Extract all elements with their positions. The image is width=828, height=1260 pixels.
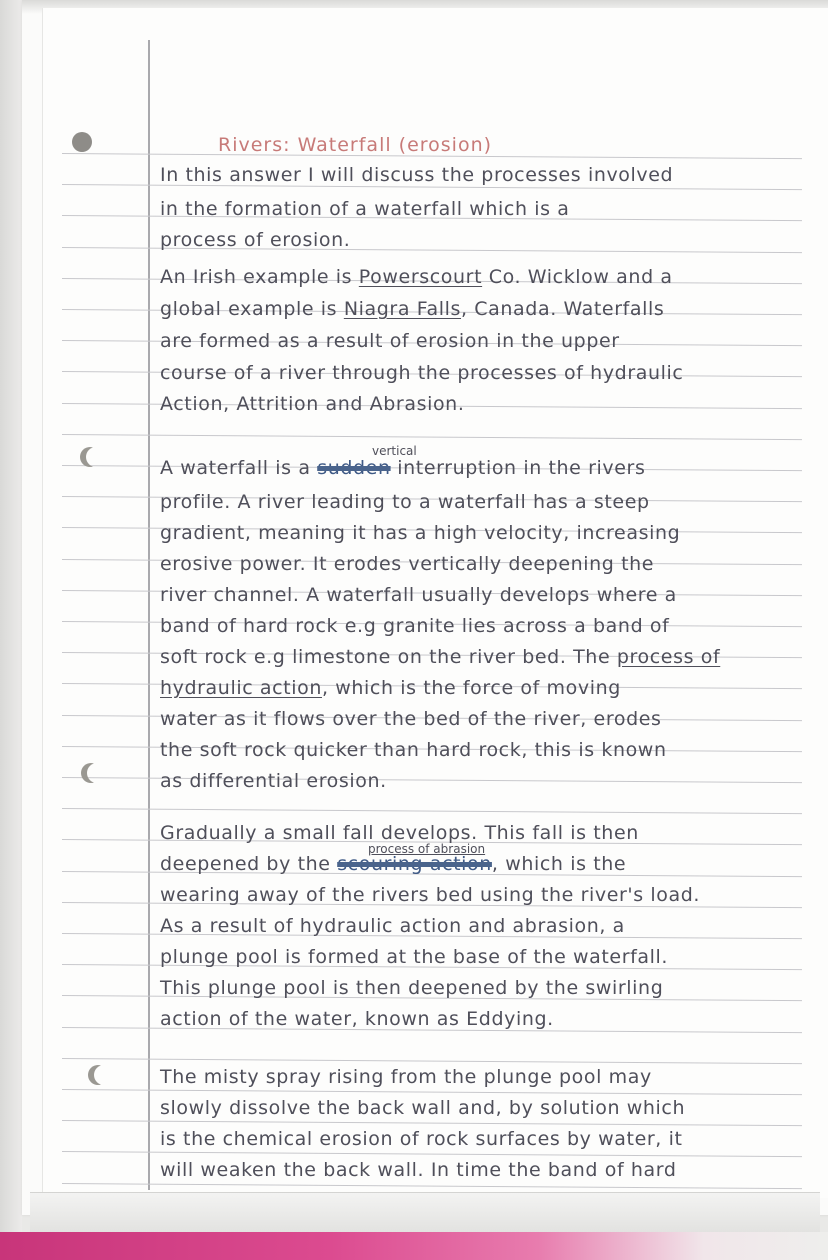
text-line: water as it flows over the bed of the river, erodes — [160, 708, 662, 730]
binder-hole-4 — [94, 1065, 114, 1085]
text-line: course of a river through the processes of hydraulic — [160, 362, 684, 384]
text-span: An Irish example is — [160, 266, 359, 288]
text-span: deepened by the — [160, 853, 338, 875]
text-span: global example is — [160, 298, 344, 320]
text-line: Action, Attrition and Abrasion. — [160, 393, 465, 415]
inserted-phrase: process of abrasion — [368, 842, 486, 856]
text-line: will weaken the back wall. In time the band of hard — [160, 1159, 677, 1181]
text-span: Co. Wicklow and a — [482, 266, 673, 288]
inserted-word: vertical — [372, 444, 417, 458]
binder-hole-2 — [86, 447, 106, 467]
margin-line — [148, 40, 150, 1190]
text-line: plunge pool is formed at the base of the waterfall. — [160, 946, 669, 968]
text-line — [160, 298, 664, 320]
text-line — [160, 646, 720, 668]
text-span: interruption in the rivers — [390, 457, 646, 479]
page-stack-edge — [30, 1192, 820, 1233]
text-line: the soft rock quicker than hard rock, this is known — [160, 739, 667, 761]
crossed-out-word: sudden — [317, 457, 391, 479]
text-span: A waterfall is a — [160, 457, 318, 479]
example-global-underlined: Niagra Falls — [343, 298, 462, 320]
text-line: is the chemical erosion of rock surfaces by water, it — [160, 1128, 683, 1150]
key-term-underlined: process of — [616, 646, 721, 668]
text-line: The misty spray rising from the plunge pool may — [160, 1066, 652, 1088]
text-line: erosive power. It erodes vertically deepening the — [160, 553, 655, 575]
text-line: in the formation of a waterfall which is a — [160, 198, 570, 220]
text-line: river channel. A waterfall usually develops where a — [160, 584, 677, 606]
text-line: Gradually a small fall develops. This fall is then — [160, 822, 639, 844]
text-span: soft rock e.g limestone on the river bed. The — [160, 646, 617, 668]
key-term-underlined: hydraulic action — [160, 677, 322, 699]
text-line: are formed as a result of erosion in the upper — [160, 330, 620, 352]
example-irish-underlined: Powerscourt — [358, 266, 483, 288]
text-line: As a result of hydraulic action and abrasion, a — [160, 915, 625, 937]
crossed-out-phrase: scouring action — [337, 853, 492, 875]
text-line: as differential erosion. — [160, 770, 387, 792]
text-line: band of hard rock e.g granite lies across a band of — [160, 615, 670, 637]
page-title: Rivers: Waterfall (erosion) — [218, 134, 493, 156]
binder-edge — [0, 0, 22, 1260]
text-line: slowly dissolve the back wall and, by solution which — [160, 1097, 686, 1119]
text-line: gradient, meaning it has a high velocity, increasing — [160, 522, 681, 544]
text-line: This plunge pool is then deepened by the swirling — [160, 977, 664, 999]
binder-hole-1 — [72, 132, 92, 152]
text-line — [160, 677, 621, 699]
text-line: action of the water, known as Eddying. — [160, 1008, 554, 1030]
text-line — [160, 266, 673, 288]
text-span: , which is the — [491, 853, 627, 875]
text-line: process of erosion. — [160, 229, 351, 251]
text-line: profile. A river leading to a waterfall has a steep — [160, 491, 650, 513]
text-line — [160, 853, 626, 875]
binder-hole-3 — [87, 763, 107, 783]
text-line: wearing away of the rivers bed using the river's load. — [160, 884, 701, 906]
pink-folder — [0, 1232, 828, 1260]
text-line: In this answer I will discuss the processes involved — [160, 164, 674, 186]
text-span: , Canada. Waterfalls — [461, 298, 665, 320]
text-line — [160, 457, 645, 479]
text-span: , which is the force of moving — [321, 677, 621, 699]
